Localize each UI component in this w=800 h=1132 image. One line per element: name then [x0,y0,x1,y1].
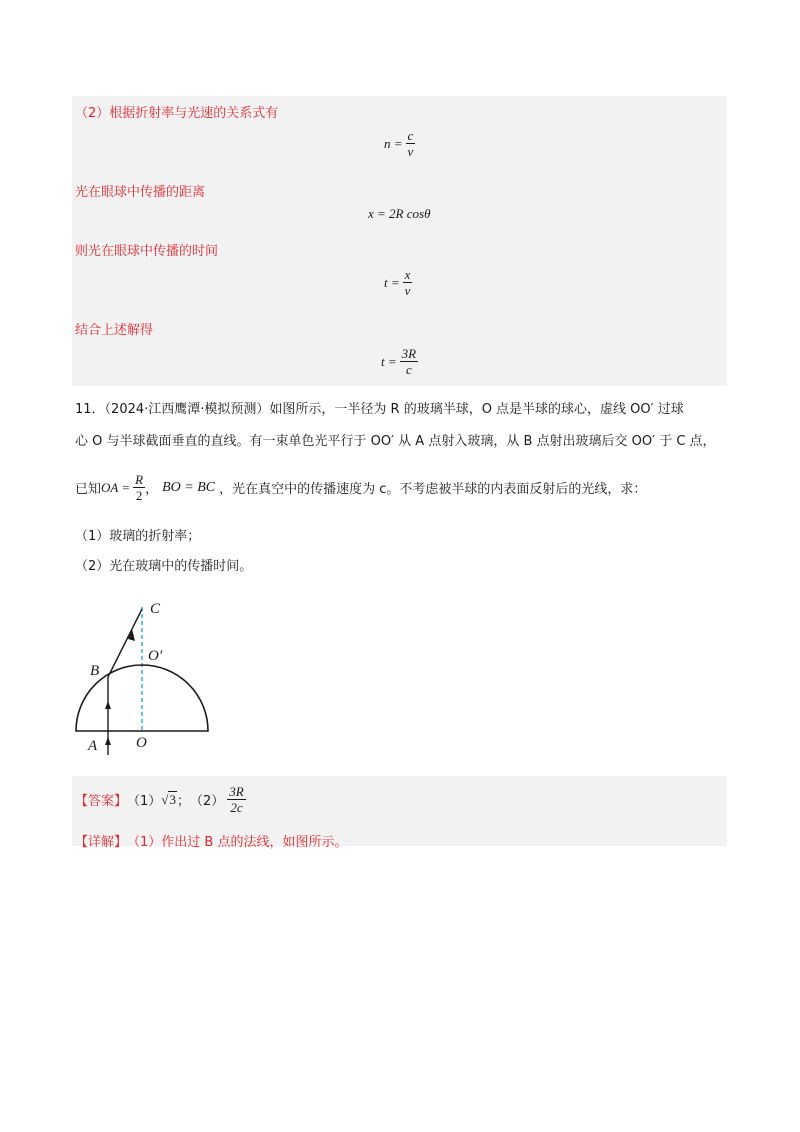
answer-sqrt: √3 [161,791,176,807]
bo-bc-equation: BO = BC [162,479,216,495]
label-c: C [150,601,161,617]
answer-tag: 【答案】 [75,794,128,809]
equation-distance: x = 2R cosθ [368,206,431,221]
eq4-fraction [400,346,418,377]
question-sub-1: （1）玻璃的折射率； [75,529,201,544]
label-o: O [136,735,147,751]
answer-fraction-wrap [224,784,245,815]
answer-fraction [227,784,245,815]
label-o-prime: O′ [148,648,163,664]
answer-part1-label: （1） [127,794,162,809]
solution-step2-intro: （2）根据折射率与光速的关系式有 [75,106,279,121]
oa-numerator: R [135,472,144,487]
answer-part2-label: （2） [189,794,225,809]
eq4-denominator: c [405,362,412,377]
equation-result [381,346,418,377]
solution-distance-text: 光在眼球中传播的距离 [75,185,206,200]
answer-denominator: 2c [230,800,243,815]
solution-combine-text: 结合上述解得 [75,323,154,338]
equation-time [384,267,412,298]
eq3-numerator: x [404,267,411,282]
eq1-fraction [406,128,416,159]
eq4-numerator: 3R [401,346,417,361]
label-a: A [88,738,98,754]
question-line-3 [75,472,646,503]
detail-line [75,831,347,850]
detail-tag: 【详解】 [75,835,128,850]
eq1-lhs: n = [384,135,403,151]
question-line-1: 11．（2024·江西鹰潭·模拟预测）如图所示，一半径为 R 的玻璃半球，O 点是半球的球心，虚线 OO′ 过球 [75,402,684,417]
line3-suffix: ，光在真空中的传播速度为 c。不考虑被半球的内表面反射后的光线，求： [219,482,647,497]
eq3-fraction [403,267,413,298]
eq1-denominator: v [407,144,414,159]
answer-sqrt-value: 3 [169,791,176,807]
incident-arrow-upper [105,701,111,709]
oa-equation [101,472,145,503]
eq3-lhs: t = [384,274,400,290]
eq3-denominator: v [404,283,411,298]
oa-denominator: 2 [135,488,143,503]
oa-fraction [133,472,145,503]
label-b: B [90,663,100,679]
incident-arrow-lower [105,737,111,745]
line3-sep: ， [145,482,159,497]
answer-numerator: 3R [229,784,244,799]
equation-refractive-index [384,128,415,159]
eq4-lhs: t = [381,353,397,369]
detail-text: （1）作出过 B 点的法线，如图所示。 [127,835,348,850]
question-line-2: 心 O 与半球截面垂直的直线。有一束单色光平行于 OO′ 从 A 点射入玻璃，从 B 点射出玻璃后交 OO′ 于 C 点， [75,434,716,449]
eq1-numerator: c [407,128,414,143]
solution-time-text: 则光在眼球中传播的时间 [75,244,219,259]
oa-lhs: OA = [101,479,131,495]
answer-line [75,784,246,815]
question-sub-2: （2）光在玻璃中的传播时间。 [75,559,253,574]
hemisphere-figure [70,595,220,760]
answer-separator: ； [176,794,190,809]
line3-prefix: 已知 [75,482,102,497]
